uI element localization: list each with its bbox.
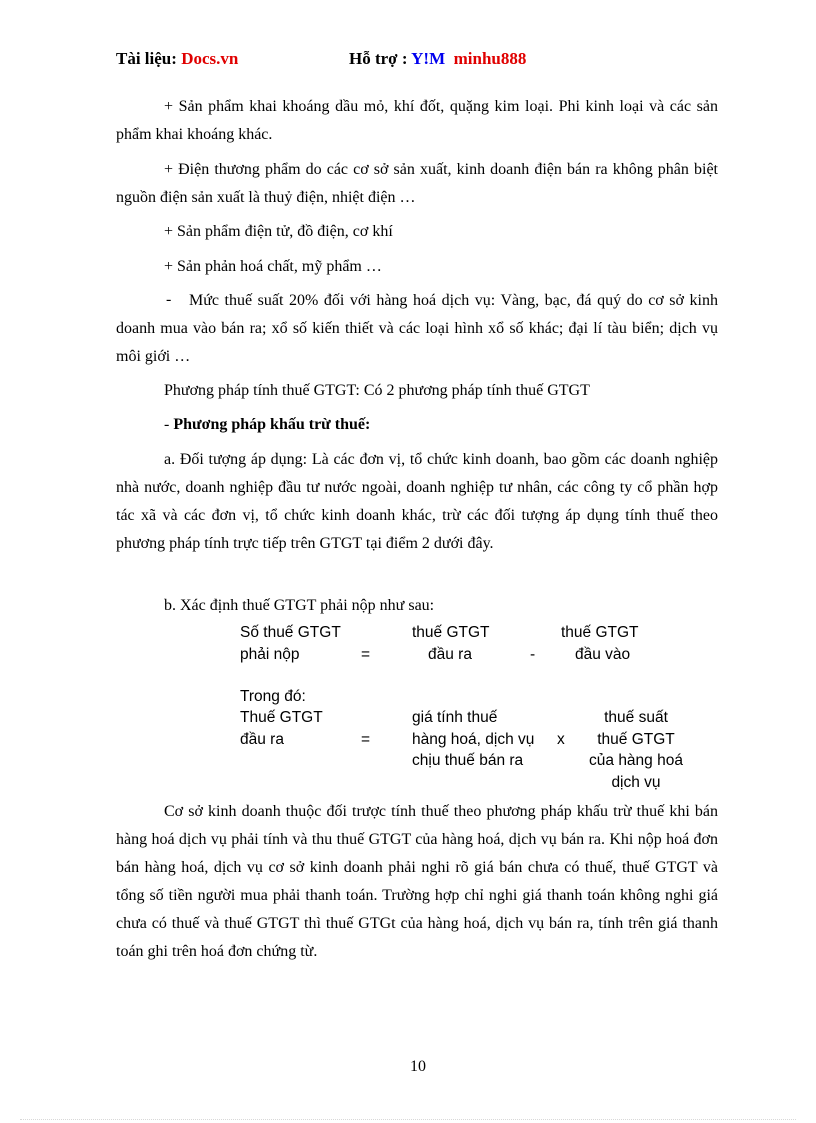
formula1-a-1: thuế GTGT bbox=[412, 624, 490, 641]
formula1-minus: - bbox=[530, 646, 536, 663]
formula2-b-4: dịch vụ bbox=[611, 774, 661, 791]
header-support-user: minhu888 bbox=[453, 49, 527, 68]
para-tax-rate: Mức thuế suất 20% đối với hàng hoá dịch vụ: Vàng, bạc, đá quý do cơ sở kinh doanh mua vào bán ra; xổ số kiến thiết và các loại hình xổ số khác; đại lí tàu biển; dịch vụ môi giới … bbox=[116, 292, 718, 365]
bullet-dash: - bbox=[166, 291, 172, 308]
formula2-equals: = bbox=[361, 731, 371, 748]
header-support: Hỗ trợ : Y!M minhu888 bbox=[349, 49, 527, 68]
section-dash: - bbox=[164, 416, 170, 433]
formula2-a-2: hàng hoá, dịch vụ bbox=[412, 731, 535, 748]
page-number: 10 bbox=[410, 1058, 426, 1075]
formula2-lhs-1: Thuế GTGT bbox=[240, 709, 323, 726]
formula1-equals: = bbox=[361, 646, 371, 663]
formula2-intro: Trong đó: bbox=[240, 688, 306, 705]
header-support-label: Hỗ trợ bbox=[349, 49, 398, 68]
formula2-b-3: của hàng hoá bbox=[589, 752, 683, 769]
formula1-lhs-2: phải nộp bbox=[240, 646, 300, 663]
formula1-b-2: đầu vào bbox=[575, 646, 631, 663]
header-ym: Y!M bbox=[411, 49, 446, 68]
formula2-times: x bbox=[557, 731, 565, 748]
para-business-obligation: Cơ sở kinh doanh thuộc đối trược tính thuế theo phương pháp khấu trừ thuế khi bán hàng hoá dịch vụ phải tính và thu thuế GTGT của hàng hoá, dịch vụ bán ra. Khi nộp hoá đơn bán hàng hoá, dịch vụ cơ sở kinh doanh phải nghi rõ giá bán chưa có thuế, thuế GTGT và tổng số tiền người mua phải thanh toán. Trường hợp chỉ nghi giá thanh toán không nghi giá chưa có thuế và thuế GTGT thì thuế GTGt của hàng hoá, dịch vụ bán ra, tính trên giá thanh toán ghi trên hoá đơn chứng từ. bbox=[116, 803, 718, 960]
header-doc-label: Tài liệu bbox=[116, 49, 172, 68]
formula2-b-1: thuế suất bbox=[604, 709, 668, 726]
formula2-b-2: thuế GTGT bbox=[597, 731, 675, 748]
section-heading bbox=[164, 411, 370, 439]
para-determine: b. Xác định thuế GTGT phải nộp như sau: bbox=[164, 597, 435, 614]
para-applicable: a. Đối tượng áp dụng: Là các đơn vị, tổ chức kinh doanh, bao gồm các doanh nghiệp nhà nước, doanh nghiệp đầu tư nước ngoài, doanh nghiệp tư nhân, các công ty cổ phần hợp tác xã và các đơn vị, tổ chức kinh doanh khác, trừ các đối tượng áp dụng tính thuế theo phương pháp tính trực tiếp trên GTGT tại điểm 2 dưới đây. bbox=[116, 451, 718, 552]
formula1-b-1: thuế GTGT bbox=[561, 624, 639, 641]
formula2-a-3: chịu thuế bán ra bbox=[412, 752, 524, 769]
para-mining: + Sản phẩm khai khoáng dầu mỏ, khí đốt, quặng kim loại. Phi kinh loại và các sản phẩm khai khoáng khác. bbox=[116, 98, 718, 143]
para-electricity: + Điện thương phẩm do các cơ sở sản xuất, kinh doanh điện bán ra không phân biệt nguồn điện sản xuất là thuỷ điện, nhiệt điện … bbox=[116, 161, 718, 206]
formula1-a-2: đầu ra bbox=[428, 646, 472, 663]
formula2-a-1: giá tính thuế bbox=[412, 709, 498, 726]
formula2-lhs-2: đầu ra bbox=[240, 731, 284, 748]
para-chemicals: + Sản phản hoá chất, mỹ phẩm … bbox=[164, 258, 382, 275]
formula1-lhs-1: Số thuế GTGT bbox=[240, 624, 341, 641]
para-electronics: + Sản phẩm điện tử, đồ điện, cơ khí bbox=[164, 223, 393, 240]
footer-divider bbox=[20, 1119, 796, 1120]
header-doc: Tài liệu: Docs.vn bbox=[116, 49, 239, 68]
section-heading-text: Phương pháp khấu trừ thuế: bbox=[173, 416, 371, 433]
header-doc-link[interactable]: Docs.vn bbox=[181, 49, 239, 68]
para-methods: Phương pháp tính thuế GTGT: Có 2 phương pháp tính thuế GTGT bbox=[164, 382, 590, 399]
